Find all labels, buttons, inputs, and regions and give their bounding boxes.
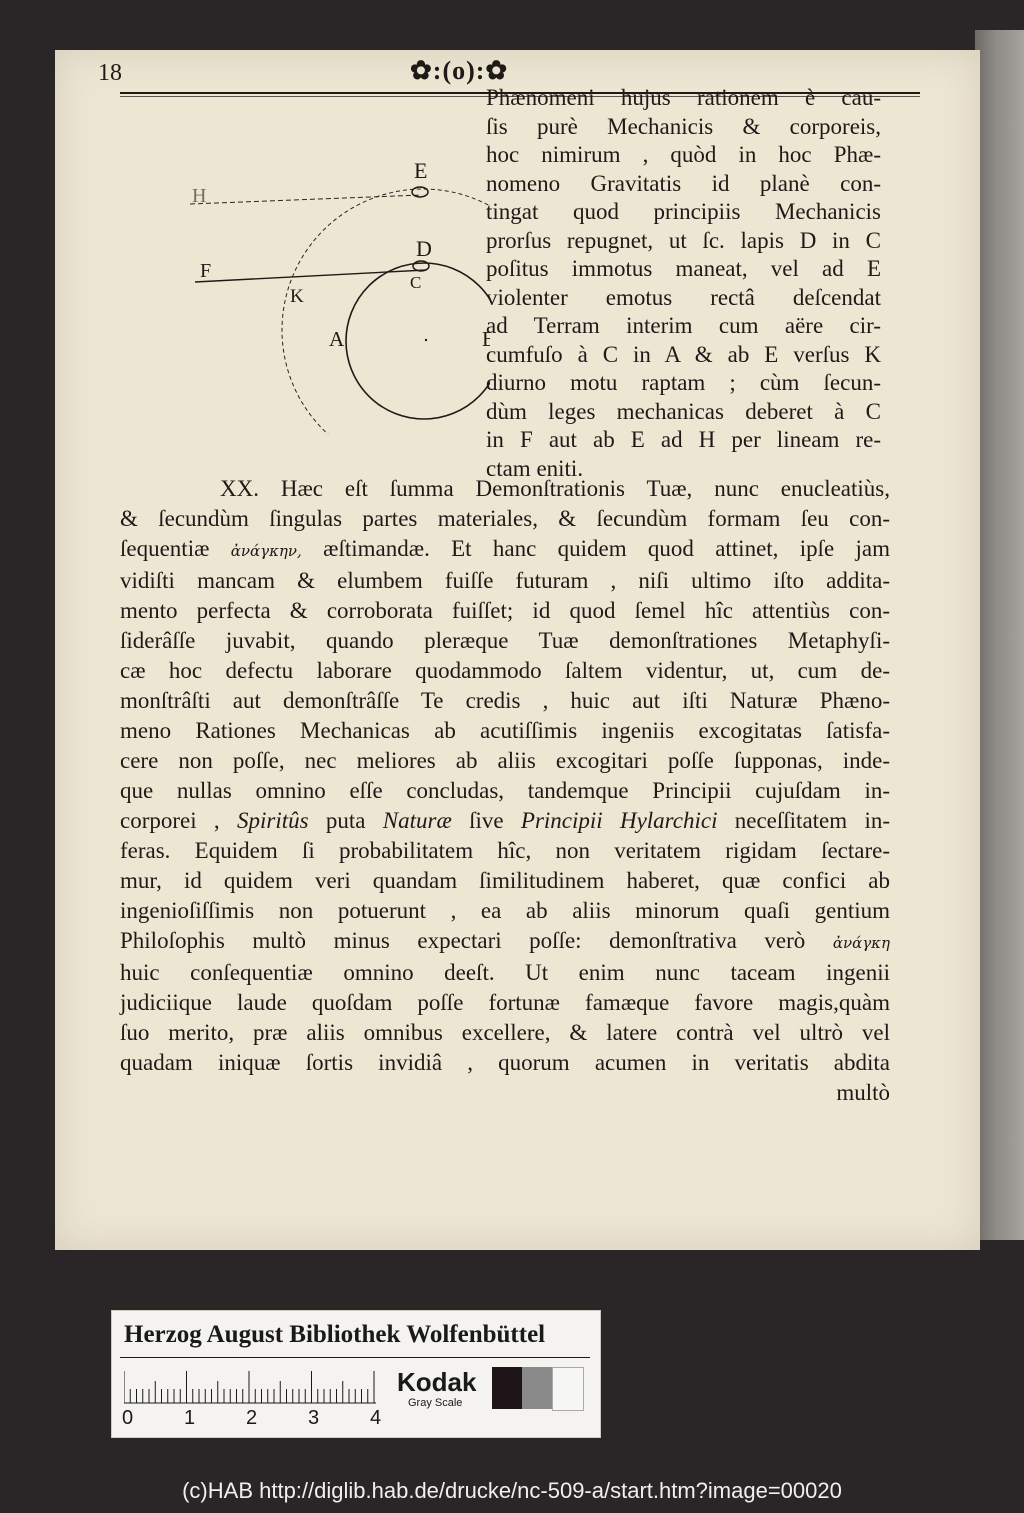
label-f: F — [200, 260, 212, 282]
side-line: violenter emotus rectâ deſcendat — [486, 284, 881, 310]
outer-circle — [282, 189, 490, 434]
gray-swatch-dark — [492, 1367, 522, 1409]
side-line: poſitus immotus maneat, vel ad E — [486, 256, 881, 281]
main-line: & ſecundùm ſingulas partes materiales, & ſecundùm formam ſeu con- — [120, 506, 890, 531]
italic-word: Principii Hylarchici — [520, 808, 718, 833]
main-line: ſuo merito, præ aliis omnibus excellere, & latere contrà vel ultrò vel — [120, 1020, 890, 1045]
color-calibration-card — [111, 1310, 601, 1438]
main-line: ſiderâſſe juvabit, quando pleræque Tuæ demonſtrationes Metaphyſi- — [120, 628, 890, 653]
main-paragraph — [120, 474, 890, 1108]
main-line: huic conſequentiæ omnino deeſt. Ut enim nunc taceam ingenii — [120, 960, 890, 985]
label-b: B — [482, 327, 490, 351]
tick-label: 1 — [184, 1407, 196, 1429]
side-column-text — [486, 84, 881, 483]
main-line — [120, 534, 890, 566]
side-line: dùm leges mechanicas deberet à C — [486, 398, 881, 424]
figure-svg — [130, 104, 490, 434]
tick-label: 0 — [122, 1407, 134, 1429]
catchword: multò — [836, 1080, 890, 1105]
text-run: ſive — [469, 808, 504, 833]
label-k: K — [290, 286, 304, 307]
main-line — [120, 806, 890, 836]
text-run: puta — [325, 808, 366, 833]
main-line: cæ hoc defectu laborare quodammodo ſaltem videntur, ut, cum de- — [120, 658, 890, 683]
card-rule — [120, 1357, 590, 1358]
main-line: monſtrâſti aut demonſtrâſſe Te credis , huic aut iſti Naturæ Phæno- — [120, 688, 890, 713]
text-run: ſequentiæ — [120, 536, 210, 561]
side-line: nomeno Gravitatis id planè con- — [486, 170, 881, 196]
italic-word: Spiritûs — [236, 808, 309, 833]
side-line: Phænomeni hujus rationem è cau- — [486, 85, 881, 110]
gray-swatch-light — [552, 1367, 584, 1411]
side-line: ctam eniti. — [486, 455, 584, 481]
side-line: tingat quod principiis Mechanicis — [486, 199, 881, 224]
kodak-brand: Kodak — [397, 1367, 477, 1397]
label-c: C — [410, 273, 422, 292]
greek-word: ἀνάγκη — [832, 934, 891, 952]
text-run: corporei , — [120, 808, 220, 833]
gray-scale-label: Gray Scale — [408, 1397, 463, 1409]
main-line: mur, id quidem veri quandam ſimilitudinem haberet, quæ confici ab — [120, 868, 890, 893]
gray-swatch-mid — [522, 1367, 552, 1409]
main-line: ingenioſiſſimis non potuerunt , ea ab aliis minorum quaſi gentium — [120, 898, 890, 923]
main-line: mento perfecta & corroborata fuiſſet; id quod ſemel hîc attentiùs con- — [120, 598, 890, 623]
geometric-figure — [130, 104, 490, 434]
line-f — [195, 270, 426, 282]
main-line: feras. Equidem ſi probabilitatem hîc, non veritatem rigidam ſectare- — [120, 838, 890, 863]
stone-e — [412, 187, 428, 197]
greek-word: ἀνάγκην, — [230, 542, 302, 560]
card-title: Herzog August Bibliothek Wolfenbüttel — [124, 1321, 546, 1348]
main-line: vidiſti mancam & elumbem fuiſſe futuram , niſi ultimo iſto addita- — [120, 568, 890, 593]
image-caption: (c)HAB http://diglib.hab.de/drucke/nc-509-a/start.htm?image=00020 — [182, 1478, 842, 1503]
tick-label: 4 — [370, 1407, 382, 1429]
page-number: 18 — [98, 60, 122, 86]
main-line: quadam iniquæ ſortis invidiâ , quorum acumen in veritatis abdita — [120, 1050, 890, 1075]
text-run: neceſſitatem in- — [734, 808, 890, 833]
adjacent-page-edge — [975, 30, 1024, 1240]
tick-label: 2 — [246, 1407, 258, 1429]
main-line: meno Rationes Mechanicas ab acutiſſimis ingeniis excogitatas ſatisfa- — [120, 718, 890, 743]
label-d: D — [416, 236, 432, 261]
tick-label: 3 — [308, 1407, 320, 1429]
label-h: H — [192, 185, 207, 207]
main-line: XX. Hæc eſt ſumma Demonſtrationis Tuæ, nunc enucleatiùs, — [220, 476, 890, 501]
side-line: ad Terram interim cum aëre cir- — [486, 313, 881, 338]
main-line: cere non poſſe, nec meliores ab aliis excogitari poſſe ſupponas, inde- — [120, 748, 890, 773]
main-line — [120, 926, 890, 958]
text-run: Philoſophis multò minus expectari poſſe: demonſtrativa verò — [120, 928, 806, 953]
side-line: hoc nimirum , quòd in hoc Phæ- — [486, 142, 881, 167]
line-h — [190, 195, 422, 204]
ruler-scale — [124, 1363, 386, 1409]
center-point — [425, 339, 427, 341]
main-line: judiciique laude quoſdam poſſe fortunæ famæque favore magis,quàm — [120, 990, 890, 1015]
side-line: diurno motu raptam ; cùm ſecun- — [486, 370, 881, 395]
side-line: in F aut ab E ad H per lineam re- — [486, 427, 881, 452]
label-e: E — [414, 158, 428, 183]
main-line: que nullas omnino eſſe concludas, tandemque Principii cujuſdam in- — [120, 778, 890, 803]
italic-word: Naturæ — [382, 808, 452, 833]
side-line: ſis purè Mechanicis & corporeis, — [486, 113, 881, 139]
side-line: prorſus repugnet, ut ſc. lapis D in C — [486, 227, 881, 253]
header-ornament: ✿:(o):✿ — [410, 56, 509, 85]
label-a: A — [329, 327, 345, 351]
text-run: æſtimandæ. Et hanc quidem quod attinet, ipſe jam — [323, 536, 891, 561]
side-line: cumfuſo à C in A & ab E verſus K — [486, 341, 881, 367]
